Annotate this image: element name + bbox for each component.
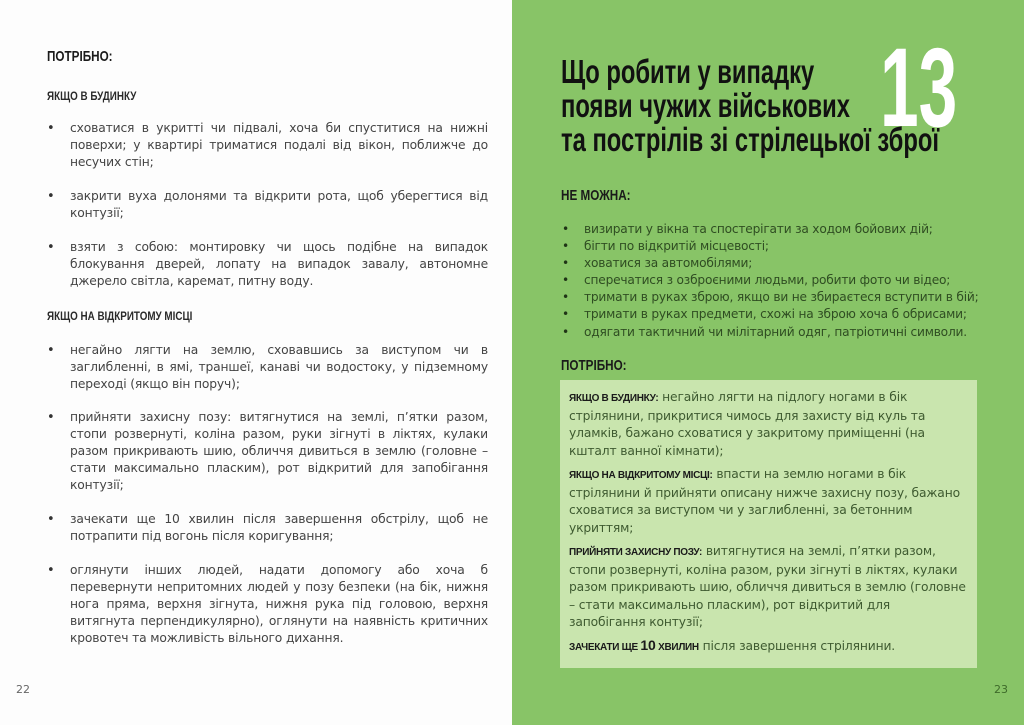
section-home-title: ЯКЩО В БУДИНКУ [47,89,137,103]
page-number-left: 22 [16,683,30,696]
bullet-icon: • [47,343,55,358]
bullet-icon: • [562,290,569,305]
need-paragraph-open: ЯКЩО НА ВІДКРИТОМУ МІСЦІ: впасти на землю ногами в бік стрілянини й прийняти описану нижче захисну позу, бажано сховатися за виступом чи у заглибленні, за бетонним укриттям; [569,467,960,535]
list-item: • тримати в руках предмети, схожі на зброю хоча б обрисами; [562,306,992,323]
need-paragraph-pose: ПРИЙНЯТИ ЗАХИСНУ ПОЗУ: витягнутися на землі, п’ятки разом, стопи розвернуті, коліна разом, руки зігнуті в ліктях, кулаки разом прикривають шию, обличчя дивиться в землю (головне – стати максимально пласким), рот відкритий для запобігання контузії; [569,544,966,630]
bullet-icon: • [47,512,55,527]
list-item: • тримати в руках зброю, якщо ви не збираєтеся вступити в бій; [562,289,992,306]
list-item: • бігти по відкритій місцевості; [562,238,992,255]
bullet-icon: • [562,256,569,271]
bullet-icon: • [47,121,55,136]
dont-heading: НЕ МОЖНА: [561,187,631,204]
bullet-icon: • [562,307,569,322]
bullet-icon: • [47,410,55,425]
section-open-title: ЯКЩО НА ВІДКРИТОМУ МІСЦІ [47,309,193,323]
list-item: • визирати у вікна та спостерігати за ходом бойових дій; [562,221,992,238]
bullet-icon: • [562,222,569,236]
need-heading: ПОТРІБНО: [561,357,627,374]
left-page: ПОТРІБНО: ЯКЩО В БУДИНКУ • сховатися в укритті чи підвалі, хоча би спуститися на нижні поверхи; у квартирі триматися подалі від вікон, поближче до несучих стін; • закрити вуха долонями та відкрити рота, щоб уберегтися від контузії; • взяти з собою: монтировку чи щось подібне на випадок блокування дверей, лопату на випадок завалу, автономне джерело світла, каремат, питну воду. ЯКЩО НА ВІДКРИТОМУ МІСЦІ • негайно лягти на землю, сховавшись за виступом чи в заглибленні, в ямі, траншеї, канаві чи водостоку, у підземному переході (якщо він поруч); • прийняти захисну позу: витягнутися на землі, п’ятки разом, стопи розвернуті, коліна разом, руки зігнуті в ліктях, кулаки разом прикривають шию, обличчя дивиться в землю (головне – стати максимально пласким), рот відкритий для запобігання контузії; • зачекати ще 10 хвилин після завершення обстрілу, щоб не потрапити під вогонь після коригування; • оглянути інших людей, надати допомогу або хоча б перевернути непритомних людей у позу безпеки (на бік, нижня нога пряма, верхня зігнута, нижня рука під головою, верхня витягнута перпендикулярно), оглянути на наявність критичних кровотеч та можливість вільного дихання. 22 [0,0,512,725]
page-title: Що робити у випадку появи чужих військових та пострілів зі стрілецької зброї [561,53,940,158]
need-paragraph-wait: ЗАЧЕКАТИ ЩЕ 10 ХВИЛИН після завершення стрілянини. [569,637,896,653]
need-paragraph-home: ЯКЩО В БУДИНКУ: негайно лягти на підлогу ногами в бік стрілянини, прикритися чимось для захисту від куль та уламків, бажано сховатися у закритому приміщенні (на кшталт ванної кімнати); [569,390,926,458]
list-item: • ховатися за автомобілями; [562,255,992,272]
list-item: • сперечатися з озброєними людьми, робити фото чи відео; [562,272,992,289]
bullet-icon: • [47,563,55,578]
chapter-number: 13 [880,25,958,150]
need-box [560,380,977,668]
bullet-icon: • [47,240,55,255]
left-heading: ПОТРІБНО: [47,48,113,65]
dont-list [562,221,992,341]
list-item: • одягати тактичний чи мілітарний одяг, патріотичні символи. [562,324,992,341]
bullet-icon: • [47,189,55,204]
page-number-right: 23 [994,683,1008,696]
bullet-icon: • [562,273,569,288]
bullet-icon: • [562,324,569,339]
bullet-icon: • [562,239,569,254]
